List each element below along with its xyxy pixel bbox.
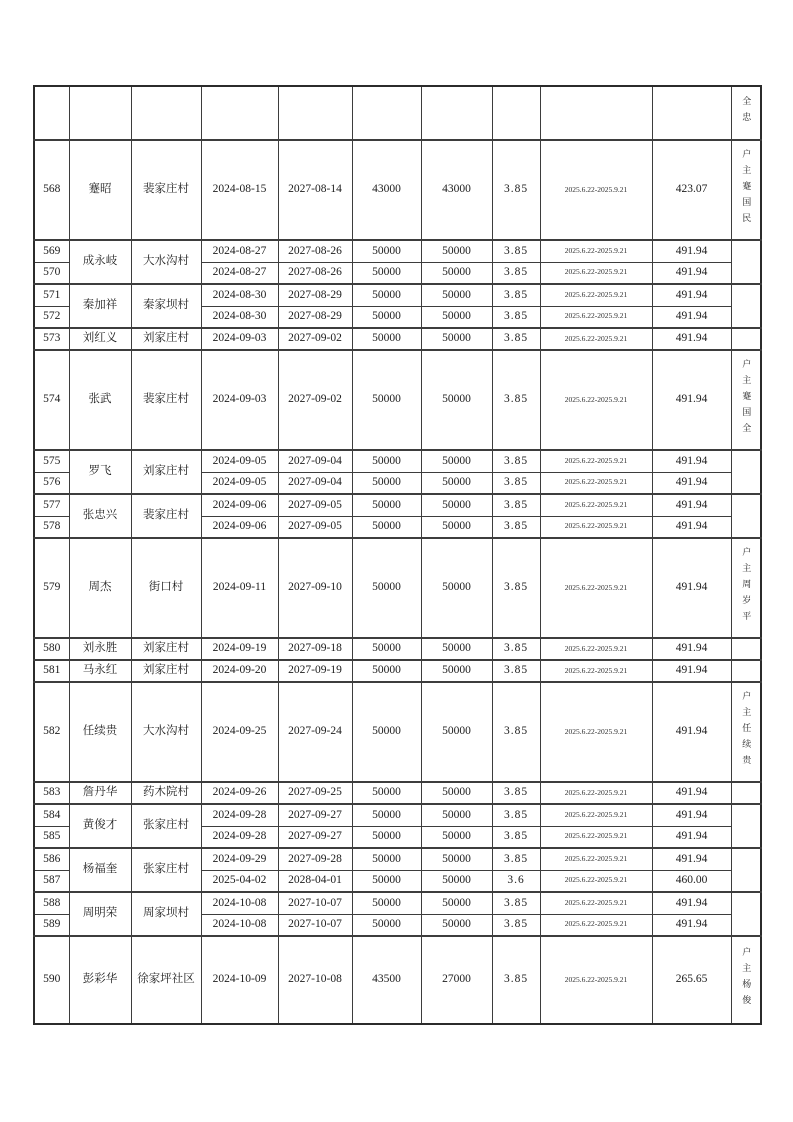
cell-start-date: 2024-09-25 xyxy=(201,682,278,782)
cell-start-date: 2024-09-03 xyxy=(201,350,278,450)
cell-name: 成永岐 xyxy=(69,240,131,284)
cell-amount: 50000 xyxy=(352,350,421,450)
cell-end-date: 2027-09-27 xyxy=(278,804,352,826)
cell-end-date: 2027-10-07 xyxy=(278,892,352,914)
cell-interest: 491.94 xyxy=(652,350,731,450)
cell-period: 2025.6.22-2025.9.21 xyxy=(540,240,652,262)
cell-period: 2025.6.22-2025.9.21 xyxy=(540,284,652,306)
cell-balance: 50000 xyxy=(421,494,492,516)
cell-seq: 588 xyxy=(34,892,69,914)
cell-rate: 3.85 xyxy=(492,804,540,826)
cell-seq: 583 xyxy=(34,782,69,804)
cell-seq: 584 xyxy=(34,804,69,826)
vertical-note: 户主周岁平 xyxy=(741,546,752,627)
cell-name: 罗飞 xyxy=(69,450,131,494)
cell-seq: 587 xyxy=(34,870,69,892)
cell-period: 2025.6.22-2025.9.21 xyxy=(540,516,652,538)
cell-start-date: 2024-08-15 xyxy=(201,140,278,240)
cell-rate xyxy=(492,86,540,140)
cell-village: 药木院村 xyxy=(131,782,201,804)
cell-period: 2025.6.22-2025.9.21 xyxy=(540,538,652,638)
cell-rate: 3.85 xyxy=(492,350,540,450)
cell-rate: 3.6 xyxy=(492,870,540,892)
cell-name: 黄俊才 xyxy=(69,804,131,848)
cell-note xyxy=(731,240,761,284)
table-row xyxy=(34,848,761,870)
cell-start-date: 2024-09-29 xyxy=(201,848,278,870)
cell-period: 2025.6.22-2025.9.21 xyxy=(540,472,652,494)
table-row xyxy=(34,892,761,914)
cell-seq: 569 xyxy=(34,240,69,262)
cell-amount: 50000 xyxy=(352,826,421,848)
cell-name: 刘永胜 xyxy=(69,638,131,660)
cell-balance: 50000 xyxy=(421,660,492,682)
cell-amount: 50000 xyxy=(352,538,421,638)
table-row xyxy=(34,494,761,516)
cell-amount: 50000 xyxy=(352,262,421,284)
cell-period: 2025.6.22-2025.9.21 xyxy=(540,826,652,848)
cell-period: 2025.6.22-2025.9.21 xyxy=(540,804,652,826)
cell-rate: 3.85 xyxy=(492,682,540,782)
cell-balance: 50000 xyxy=(421,328,492,350)
cell-rate: 3.85 xyxy=(492,472,540,494)
cell-rate: 3.85 xyxy=(492,450,540,472)
cell-amount: 50000 xyxy=(352,306,421,328)
cell-end-date: 2027-09-04 xyxy=(278,450,352,472)
cell-rate: 3.85 xyxy=(492,306,540,328)
cell-start-date xyxy=(201,86,278,140)
cell-seq: 575 xyxy=(34,450,69,472)
cell-interest: 491.94 xyxy=(652,306,731,328)
cell-note xyxy=(731,804,761,848)
cell-rate: 3.85 xyxy=(492,516,540,538)
cell-end-date: 2027-09-19 xyxy=(278,660,352,682)
cell-village: 裴家庄村 xyxy=(131,494,201,538)
cell-note xyxy=(731,450,761,494)
cell-period: 2025.6.22-2025.9.21 xyxy=(540,782,652,804)
cell-amount: 50000 xyxy=(352,914,421,936)
cell-village: 张家庄村 xyxy=(131,848,201,892)
cell-name: 任续贵 xyxy=(69,682,131,782)
cell-period: 2025.6.22-2025.9.21 xyxy=(540,350,652,450)
cell-balance: 50000 xyxy=(421,472,492,494)
cell-balance: 50000 xyxy=(421,892,492,914)
cell-end-date: 2027-09-02 xyxy=(278,350,352,450)
cell-period: 2025.6.22-2025.9.21 xyxy=(540,660,652,682)
cell-amount: 50000 xyxy=(352,848,421,870)
cell-end-date xyxy=(278,86,352,140)
cell-seq: 572 xyxy=(34,306,69,328)
cell-end-date: 2027-09-05 xyxy=(278,494,352,516)
cell-amount: 50000 xyxy=(352,240,421,262)
cell-period: 2025.6.22-2025.9.21 xyxy=(540,494,652,516)
cell-start-date: 2024-09-28 xyxy=(201,804,278,826)
cell-seq: 581 xyxy=(34,660,69,682)
cell-amount: 50000 xyxy=(352,682,421,782)
cell-amount: 50000 xyxy=(352,782,421,804)
cell-name: 周明荣 xyxy=(69,892,131,936)
table-row-continued xyxy=(34,86,761,140)
cell-balance: 50000 xyxy=(421,516,492,538)
cell-amount: 50000 xyxy=(352,892,421,914)
cell-interest: 491.94 xyxy=(652,538,731,638)
cell-note xyxy=(731,140,761,240)
cell-balance: 50000 xyxy=(421,350,492,450)
cell-period: 2025.6.22-2025.9.21 xyxy=(540,914,652,936)
cell-amount: 50000 xyxy=(352,804,421,826)
cell-note xyxy=(731,538,761,638)
cell-note xyxy=(731,936,761,1024)
cell-end-date: 2028-04-01 xyxy=(278,870,352,892)
cell-note xyxy=(731,494,761,538)
cell-rate: 3.85 xyxy=(492,140,540,240)
vertical-note: 户主蹇国民 xyxy=(741,148,752,229)
table-row xyxy=(34,804,761,826)
cell-rate: 3.85 xyxy=(492,284,540,306)
cell-amount: 50000 xyxy=(352,638,421,660)
cell-period: 2025.6.22-2025.9.21 xyxy=(540,328,652,350)
cell-period xyxy=(540,86,652,140)
cell-balance: 50000 xyxy=(421,914,492,936)
cell-start-date: 2024-09-20 xyxy=(201,660,278,682)
cell-interest: 491.94 xyxy=(652,328,731,350)
cell-village: 大水沟村 xyxy=(131,240,201,284)
cell-period: 2025.6.22-2025.9.21 xyxy=(540,870,652,892)
cell-village: 刘家庄村 xyxy=(131,660,201,682)
cell-period: 2025.6.22-2025.9.21 xyxy=(540,306,652,328)
cell-interest: 491.94 xyxy=(652,240,731,262)
cell-end-date: 2027-09-18 xyxy=(278,638,352,660)
vertical-note: 户主任续贵 xyxy=(741,690,752,771)
cell-interest: 491.94 xyxy=(652,826,731,848)
cell-seq: 578 xyxy=(34,516,69,538)
cell-start-date: 2025-04-02 xyxy=(201,870,278,892)
table-row xyxy=(34,660,761,682)
cell-balance xyxy=(421,86,492,140)
cell-amount: 50000 xyxy=(352,870,421,892)
cell-rate: 3.85 xyxy=(492,782,540,804)
cell-note xyxy=(731,86,761,140)
cell-balance: 50000 xyxy=(421,538,492,638)
cell-start-date: 2024-09-06 xyxy=(201,494,278,516)
table-row xyxy=(34,682,761,782)
cell-seq: 586 xyxy=(34,848,69,870)
cell-village xyxy=(131,86,201,140)
cell-interest: 265.65 xyxy=(652,936,731,1024)
cell-note xyxy=(731,284,761,328)
table-row xyxy=(34,450,761,472)
cell-amount: 50000 xyxy=(352,284,421,306)
vertical-note: 户主杨俊 xyxy=(741,946,752,1011)
cell-start-date: 2024-09-11 xyxy=(201,538,278,638)
cell-village: 裴家庄村 xyxy=(131,350,201,450)
cell-rate: 3.85 xyxy=(492,262,540,284)
cell-seq: 574 xyxy=(34,350,69,450)
cell-interest: 491.94 xyxy=(652,516,731,538)
cell-start-date: 2024-09-03 xyxy=(201,328,278,350)
cell-amount: 50000 xyxy=(352,660,421,682)
cell-name: 秦加祥 xyxy=(69,284,131,328)
cell-amount: 50000 xyxy=(352,472,421,494)
cell-period: 2025.6.22-2025.9.21 xyxy=(540,936,652,1024)
cell-seq: 570 xyxy=(34,262,69,284)
cell-interest: 491.94 xyxy=(652,450,731,472)
cell-period: 2025.6.22-2025.9.21 xyxy=(540,140,652,240)
cell-rate: 3.85 xyxy=(492,328,540,350)
vertical-note: 全忠 xyxy=(741,95,752,128)
cell-start-date: 2024-09-26 xyxy=(201,782,278,804)
cell-balance: 50000 xyxy=(421,682,492,782)
table-row xyxy=(34,240,761,262)
table-row xyxy=(34,350,761,450)
cell-rate: 3.85 xyxy=(492,638,540,660)
cell-name: 詹丹华 xyxy=(69,782,131,804)
cell-rate: 3.85 xyxy=(492,826,540,848)
cell-seq: 580 xyxy=(34,638,69,660)
cell-balance: 27000 xyxy=(421,936,492,1024)
cell-rate: 3.85 xyxy=(492,660,540,682)
cell-seq: 573 xyxy=(34,328,69,350)
cell-rate: 3.85 xyxy=(492,240,540,262)
cell-balance: 50000 xyxy=(421,826,492,848)
cell-name xyxy=(69,86,131,140)
cell-name: 张武 xyxy=(69,350,131,450)
cell-seq: 589 xyxy=(34,914,69,936)
cell-rate: 3.85 xyxy=(492,494,540,516)
cell-end-date: 2027-10-07 xyxy=(278,914,352,936)
cell-end-date: 2027-08-26 xyxy=(278,262,352,284)
cell-end-date: 2027-09-25 xyxy=(278,782,352,804)
cell-amount: 50000 xyxy=(352,494,421,516)
cell-village: 秦家坝村 xyxy=(131,284,201,328)
cell-note xyxy=(731,892,761,936)
cell-name: 杨福奎 xyxy=(69,848,131,892)
cell-end-date: 2027-08-29 xyxy=(278,306,352,328)
cell-interest xyxy=(652,86,731,140)
cell-seq: 582 xyxy=(34,682,69,782)
cell-amount xyxy=(352,86,421,140)
cell-note xyxy=(731,660,761,682)
cell-end-date: 2027-08-26 xyxy=(278,240,352,262)
cell-start-date: 2024-08-30 xyxy=(201,306,278,328)
cell-seq: 576 xyxy=(34,472,69,494)
cell-period: 2025.6.22-2025.9.21 xyxy=(540,892,652,914)
cell-seq: 579 xyxy=(34,538,69,638)
cell-amount: 50000 xyxy=(352,328,421,350)
vertical-note: 户主蹇国全 xyxy=(741,358,752,439)
cell-village: 徐家坪社区 xyxy=(131,936,201,1024)
cell-start-date: 2024-09-05 xyxy=(201,450,278,472)
cell-start-date: 2024-10-08 xyxy=(201,892,278,914)
cell-note xyxy=(731,350,761,450)
cell-village: 周家坝村 xyxy=(131,892,201,936)
cell-start-date: 2024-09-06 xyxy=(201,516,278,538)
cell-name: 马永红 xyxy=(69,660,131,682)
cell-rate: 3.85 xyxy=(492,936,540,1024)
cell-interest: 491.94 xyxy=(652,682,731,782)
cell-start-date: 2024-10-09 xyxy=(201,936,278,1024)
cell-balance: 50000 xyxy=(421,284,492,306)
cell-seq: 571 xyxy=(34,284,69,306)
cell-balance: 43000 xyxy=(421,140,492,240)
cell-note xyxy=(731,848,761,892)
cell-interest: 491.94 xyxy=(652,782,731,804)
cell-end-date: 2027-09-24 xyxy=(278,682,352,782)
cell-note xyxy=(731,782,761,804)
loan-ledger-table xyxy=(33,85,762,1025)
cell-rate: 3.85 xyxy=(492,892,540,914)
cell-interest: 491.94 xyxy=(652,262,731,284)
cell-village: 裴家庄村 xyxy=(131,140,201,240)
cell-balance: 50000 xyxy=(421,306,492,328)
cell-interest: 491.94 xyxy=(652,660,731,682)
table-row xyxy=(34,284,761,306)
table-row xyxy=(34,782,761,804)
cell-interest: 460.00 xyxy=(652,870,731,892)
cell-seq: 585 xyxy=(34,826,69,848)
cell-village: 刘家庄村 xyxy=(131,638,201,660)
cell-seq: 577 xyxy=(34,494,69,516)
cell-period: 2025.6.22-2025.9.21 xyxy=(540,450,652,472)
cell-name: 蹇昭 xyxy=(69,140,131,240)
cell-village: 刘家庄村 xyxy=(131,328,201,350)
cell-period: 2025.6.22-2025.9.21 xyxy=(540,638,652,660)
cell-interest: 491.94 xyxy=(652,848,731,870)
cell-start-date: 2024-10-08 xyxy=(201,914,278,936)
cell-period: 2025.6.22-2025.9.21 xyxy=(540,848,652,870)
table-row xyxy=(34,638,761,660)
cell-end-date: 2027-09-05 xyxy=(278,516,352,538)
cell-start-date: 2024-08-27 xyxy=(201,240,278,262)
table-row xyxy=(34,538,761,638)
cell-balance: 50000 xyxy=(421,240,492,262)
cell-interest: 491.94 xyxy=(652,638,731,660)
cell-balance: 50000 xyxy=(421,262,492,284)
cell-village: 张家庄村 xyxy=(131,804,201,848)
cell-note xyxy=(731,682,761,782)
cell-period: 2025.6.22-2025.9.21 xyxy=(540,262,652,284)
cell-name: 周杰 xyxy=(69,538,131,638)
cell-balance: 50000 xyxy=(421,450,492,472)
cell-end-date: 2027-09-04 xyxy=(278,472,352,494)
cell-village: 刘家庄村 xyxy=(131,450,201,494)
cell-start-date: 2024-08-30 xyxy=(201,284,278,306)
cell-end-date: 2027-09-10 xyxy=(278,538,352,638)
cell-interest: 491.94 xyxy=(652,914,731,936)
cell-balance: 50000 xyxy=(421,782,492,804)
cell-rate: 3.85 xyxy=(492,848,540,870)
cell-start-date: 2024-09-19 xyxy=(201,638,278,660)
cell-seq xyxy=(34,86,69,140)
cell-amount: 50000 xyxy=(352,450,421,472)
cell-interest: 491.94 xyxy=(652,284,731,306)
cell-interest: 491.94 xyxy=(652,472,731,494)
cell-period: 2025.6.22-2025.9.21 xyxy=(540,682,652,782)
cell-name: 刘红义 xyxy=(69,328,131,350)
cell-interest: 491.94 xyxy=(652,494,731,516)
cell-end-date: 2027-08-14 xyxy=(278,140,352,240)
cell-end-date: 2027-09-02 xyxy=(278,328,352,350)
cell-village: 街口村 xyxy=(131,538,201,638)
cell-note xyxy=(731,328,761,350)
cell-seq: 568 xyxy=(34,140,69,240)
cell-start-date: 2024-09-28 xyxy=(201,826,278,848)
cell-end-date: 2027-09-27 xyxy=(278,826,352,848)
cell-rate: 3.85 xyxy=(492,538,540,638)
cell-name: 彭彩华 xyxy=(69,936,131,1024)
cell-balance: 50000 xyxy=(421,848,492,870)
cell-seq: 590 xyxy=(34,936,69,1024)
cell-amount: 50000 xyxy=(352,516,421,538)
cell-balance: 50000 xyxy=(421,804,492,826)
cell-interest: 491.94 xyxy=(652,804,731,826)
cell-end-date: 2027-10-08 xyxy=(278,936,352,1024)
cell-balance: 50000 xyxy=(421,870,492,892)
cell-start-date: 2024-08-27 xyxy=(201,262,278,284)
cell-interest: 423.07 xyxy=(652,140,731,240)
cell-village: 大水沟村 xyxy=(131,682,201,782)
cell-amount: 43000 xyxy=(352,140,421,240)
cell-start-date: 2024-09-05 xyxy=(201,472,278,494)
cell-end-date: 2027-09-28 xyxy=(278,848,352,870)
cell-name: 张忠兴 xyxy=(69,494,131,538)
table-row xyxy=(34,328,761,350)
cell-rate: 3.85 xyxy=(492,914,540,936)
cell-end-date: 2027-08-29 xyxy=(278,284,352,306)
cell-amount: 43500 xyxy=(352,936,421,1024)
table-row xyxy=(34,936,761,1024)
cell-balance: 50000 xyxy=(421,638,492,660)
table-row xyxy=(34,140,761,240)
cell-interest: 491.94 xyxy=(652,892,731,914)
cell-note xyxy=(731,638,761,660)
